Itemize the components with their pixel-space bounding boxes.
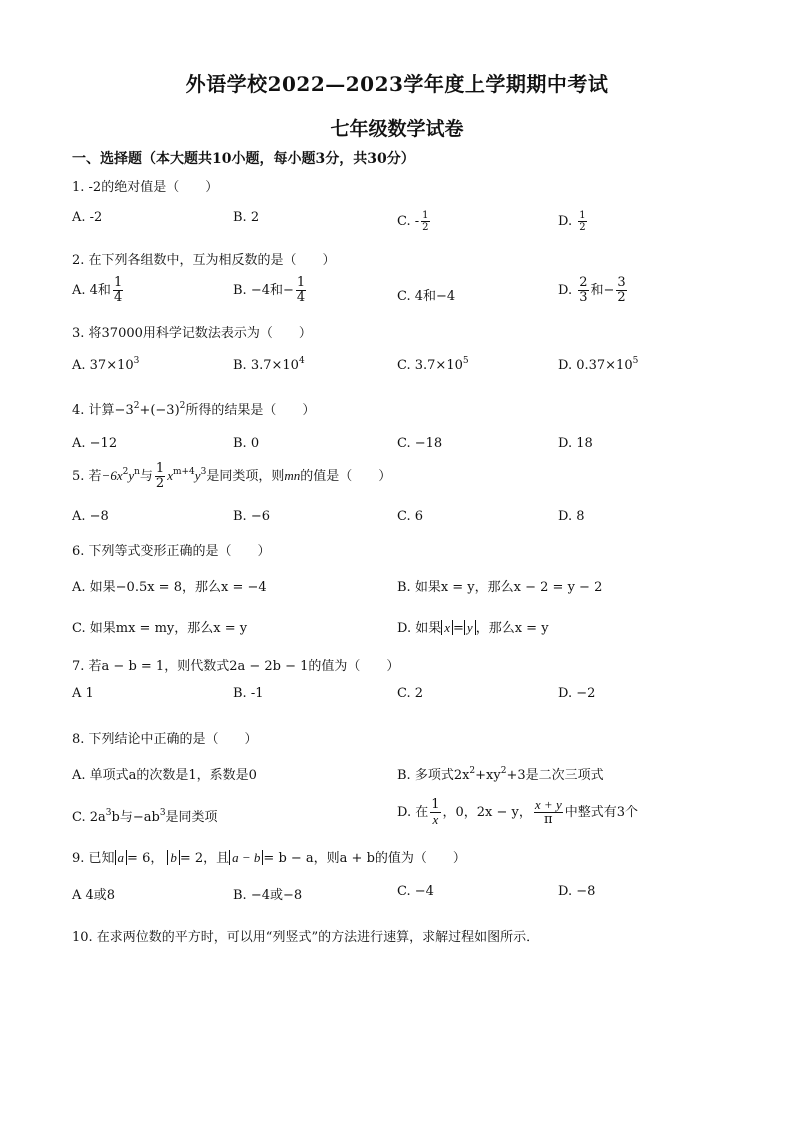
option-a: A. 4和 $\frac{1}{4}$ [72, 275, 123, 305]
question-7-options [0, 686, 794, 708]
option-d: D. $\frac{1}{2}$ [558, 210, 586, 233]
question-9-stem: 9. 已知 a = 6， b = 2，且 a − b = b − a，则a + b的值为（ ） [72, 850, 466, 866]
option-a: A 4或8 [72, 888, 116, 903]
option-c: C. 4和−4 [397, 289, 456, 304]
question-7-stem: 7. 若a − b = 1，则代数式2a − 2b − 1的值为（ ） [72, 659, 400, 674]
option-c: C. $2a^3b$与$-ab^3$是同类项 [72, 808, 218, 825]
question-10-stem: 10. 在求两位数的平方时，可以用“列竖式”的方法进行速算，求解过程如图所示． [72, 930, 540, 945]
option-b: B. −6 [233, 509, 270, 524]
option-d: D. 8 [558, 509, 585, 524]
option-d: D. $\frac{2}{3}$ 和− $\frac{3}{2}$ [558, 275, 626, 305]
option-a: A. $37\times 10^3$ [72, 356, 140, 373]
exam-subtitle: 七年级数学试卷 [330, 118, 464, 140]
question-8-options-ab [0, 764, 794, 786]
question-6-stem: 6. 下列等式变形正确的是（ ） [72, 544, 271, 559]
option-c: C. 6 [397, 509, 424, 524]
option-c: C. $3.7\times 10^5$ [397, 356, 469, 373]
option-a: A. 如果−0.5x = 8，那么x = −4 [72, 580, 267, 595]
option-c: C. −18 [397, 436, 443, 451]
option-b: B. 2 [233, 210, 260, 225]
question-2-stem: 2. 在下列各组数中，互为相反数的是（ ） [72, 253, 336, 268]
option-b: B. -1 [233, 686, 264, 701]
question-4-stem: 4. 计算$-3^2+(-3)^2$所得的结果是（ ） [72, 401, 316, 418]
question-2-options [0, 275, 794, 305]
section-heading: 一、选择题（本大题共10小题，每小题3分，共30分） [72, 151, 415, 167]
question-1-options [0, 210, 794, 232]
option-d: D. $0.37\times 10^5$ [558, 356, 639, 373]
question-9-options [0, 884, 794, 906]
option-b: B. −4或−8 [233, 888, 303, 903]
question-3-stem: 3. 将37000用科学记数法表示为（ ） [72, 326, 312, 341]
option-c: C. 2 [397, 686, 424, 701]
option-c: C. - $\frac{1}{2}$ [397, 210, 429, 233]
option-b: B. −4和− $\frac{1}{4}$ [233, 275, 306, 305]
option-a: A. −8 [72, 509, 109, 524]
option-b: B. $3.7\times 10^4$ [233, 356, 305, 373]
question-4-options [0, 436, 794, 458]
option-c: C. −4 [397, 884, 434, 899]
option-a: A 1 [72, 686, 94, 701]
question-1-stem: 1. -2的绝对值是（ ） [72, 180, 219, 195]
option-b: B. 如果x = y，那么x − 2 = y − 2 [397, 580, 603, 595]
option-a: A. 单项式a的次数是1，系数是0 [72, 768, 257, 783]
option-a: A. -2 [72, 210, 103, 225]
question-8-stem: 8. 下列结论中正确的是（ ） [72, 732, 258, 747]
option-b: B. 0 [233, 436, 260, 451]
option-d: D. −8 [558, 884, 596, 899]
question-6-options-ab [0, 576, 794, 598]
option-b: B. 多项式$2x^2+xy^2+3$是二次三项式 [397, 766, 604, 783]
option-d: D. 在 $\frac{1}{x}$ ，0，2x − y， $\frac{x + y}{\pi}$ 中整式有3个 [397, 797, 638, 827]
question-5-stem: 5. 若$-6x^2y^n$与 $\frac{1}{2}$ $x^{m+4}y^3$是同类项，则mn的值是（ ） [72, 461, 392, 491]
question-5-options [0, 509, 794, 531]
exam-title: 外语学校2022—2023学年度上学期期中考试 [185, 72, 609, 96]
option-a: A. −12 [72, 436, 118, 451]
option-d: D. 18 [558, 436, 593, 451]
option-d: D. 如果 x = y ，那么x = y [397, 620, 549, 636]
option-c: C. 如果mx = my，那么x = y [72, 621, 248, 636]
option-d: D. −2 [558, 686, 596, 701]
question-8-options-cd [0, 797, 794, 827]
question-6-options-cd [0, 617, 794, 639]
question-3-options [0, 358, 794, 380]
